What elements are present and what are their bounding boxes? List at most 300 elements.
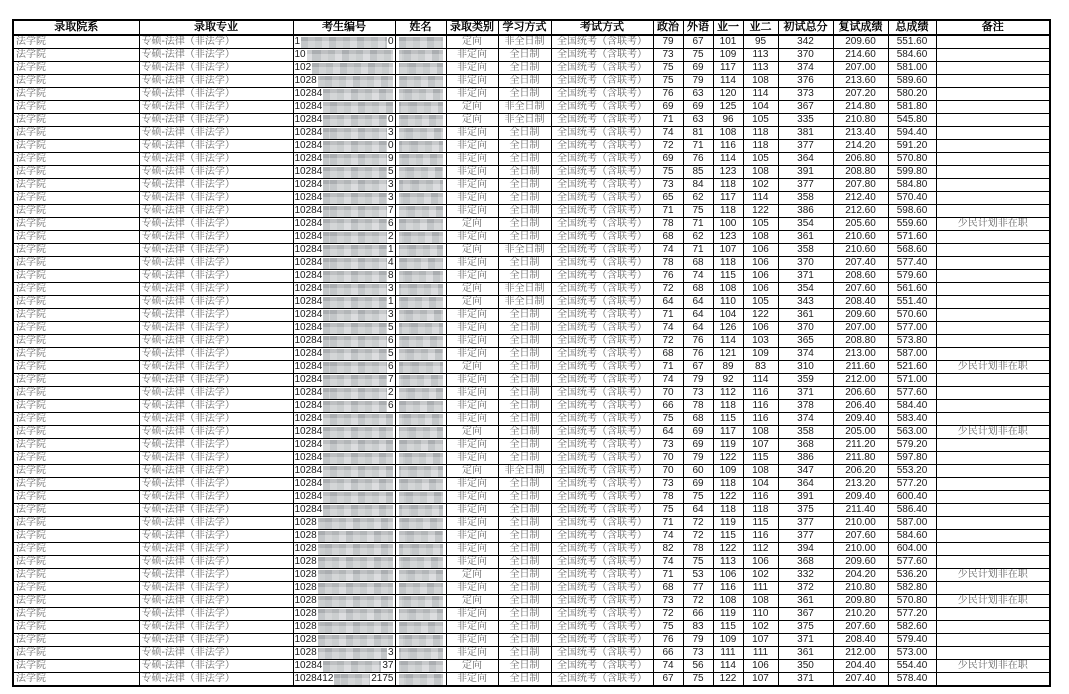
cell-category: 非定向 — [446, 309, 498, 322]
cell-major: 专硕-法律（非法学） — [139, 426, 293, 439]
table-row — [13, 608, 1050, 621]
cell-retest: 207.80 — [833, 179, 888, 192]
cell-major: 专硕-法律（非法学） — [139, 530, 293, 543]
cell-retest: 208.80 — [833, 335, 888, 348]
cell-id — [293, 426, 395, 439]
cell-major: 专硕-法律（非法学） — [139, 270, 293, 283]
cell-initial_total: 370 — [778, 322, 833, 335]
cell-total: 577.20 — [888, 478, 936, 491]
candidate-id-prefix: 10284 — [294, 231, 323, 242]
cell-major1: 109 — [713, 465, 743, 478]
cell-name — [395, 582, 446, 595]
cell-mode: 全日制 — [498, 257, 551, 270]
table-row — [13, 478, 1050, 491]
cell-id — [293, 218, 395, 231]
cell-initial_total: 342 — [778, 35, 833, 49]
cell-dept: 法学院 — [13, 49, 139, 62]
candidate-id-suffix: 2 — [387, 231, 394, 242]
cell-retest: 209.40 — [833, 491, 888, 504]
cell-mode: 全日制 — [498, 530, 551, 543]
cell-exam: 全国统考（含联考） — [551, 114, 653, 127]
cell-name — [395, 660, 446, 673]
cell-foreign: 62 — [683, 231, 713, 244]
cell-major1: 110 — [713, 296, 743, 309]
cell-major1: 119 — [713, 608, 743, 621]
cell-foreign: 67 — [683, 361, 713, 374]
cell-retest: 213.00 — [833, 348, 888, 361]
cell-major: 专硕-法律（非法学） — [139, 257, 293, 270]
cell-exam: 全国统考（含联考） — [551, 413, 653, 426]
cell-initial_total: 364 — [778, 153, 833, 166]
cell-total: 579.60 — [888, 270, 936, 283]
cell-retest: 212.60 — [833, 205, 888, 218]
table-row — [13, 322, 1050, 335]
cell-politics: 73 — [653, 49, 683, 62]
cell-politics: 71 — [653, 114, 683, 127]
candidate-id-prefix: 10284 — [294, 153, 323, 164]
cell-id — [293, 556, 395, 569]
cell-name — [395, 400, 446, 413]
col-header-exam: 考试方式 — [551, 20, 653, 35]
cell-exam: 全国统考（含联考） — [551, 582, 653, 595]
cell-id — [293, 361, 395, 374]
name-redaction — [399, 297, 443, 308]
candidate-id-prefix: 10284 — [294, 361, 323, 372]
cell-major: 专硕-法律（非法学） — [139, 608, 293, 621]
cell-foreign: 69 — [683, 439, 713, 452]
candidate-id-suffix: 3 — [387, 179, 394, 190]
cell-dept: 法学院 — [13, 348, 139, 361]
cell-initial_total: 343 — [778, 296, 833, 309]
name-redaction — [399, 531, 443, 542]
cell-foreign: 63 — [683, 88, 713, 101]
cell-exam: 全国统考（含联考） — [551, 491, 653, 504]
cell-initial_total: 391 — [778, 491, 833, 504]
cell-retest: 213.40 — [833, 127, 888, 140]
cell-exam: 全国统考（含联考） — [551, 543, 653, 556]
cell-name — [395, 569, 446, 582]
cell-politics: 74 — [653, 556, 683, 569]
cell-remark — [936, 634, 1050, 647]
cell-dept: 法学院 — [13, 192, 139, 205]
cell-major1: 106 — [713, 569, 743, 582]
cell-exam: 全国统考（含联考） — [551, 556, 653, 569]
table-row — [13, 374, 1050, 387]
cell-name — [395, 35, 446, 49]
cell-name — [395, 179, 446, 192]
cell-total: 551.60 — [888, 35, 936, 49]
cell-initial_total: 376 — [778, 75, 833, 88]
cell-foreign: 72 — [683, 530, 713, 543]
table-row — [13, 361, 1050, 374]
candidate-id-redaction — [323, 141, 387, 152]
table-row — [13, 491, 1050, 504]
cell-politics: 75 — [653, 75, 683, 88]
cell-major2: 104 — [743, 478, 778, 491]
cell-exam: 全国统考（含联考） — [551, 361, 653, 374]
cell-total: 577.40 — [888, 257, 936, 270]
cell-retest: 213.60 — [833, 75, 888, 88]
cell-category: 非定向 — [446, 543, 498, 556]
col-header-dept: 录取院系 — [13, 20, 139, 35]
candidate-id-prefix: 1 — [294, 36, 301, 47]
candidate-id-prefix: 10284 — [294, 335, 323, 346]
cell-exam: 全国统考（含联考） — [551, 400, 653, 413]
candidate-id-redaction — [318, 596, 393, 607]
candidate-id-prefix: 10284 — [294, 400, 323, 411]
cell-category: 定向 — [446, 361, 498, 374]
cell-major: 专硕-法律（非法学） — [139, 400, 293, 413]
cell-dept: 法学院 — [13, 400, 139, 413]
cell-initial_total: 361 — [778, 647, 833, 660]
cell-politics: 73 — [653, 478, 683, 491]
cell-id — [293, 413, 395, 426]
cell-total: 570.80 — [888, 595, 936, 608]
candidate-id-prefix: 10284 — [294, 179, 323, 190]
cell-total: 584.40 — [888, 400, 936, 413]
cell-initial_total: 372 — [778, 582, 833, 595]
cell-initial_total: 350 — [778, 660, 833, 673]
cell-exam: 全国统考（含联考） — [551, 530, 653, 543]
cell-total: 581.00 — [888, 62, 936, 75]
table-row — [13, 114, 1050, 127]
cell-name — [395, 387, 446, 400]
cell-name — [395, 127, 446, 140]
cell-exam: 全国统考（含联考） — [551, 244, 653, 257]
cell-name — [395, 361, 446, 374]
cell-major2: 102 — [743, 569, 778, 582]
candidate-id-redaction — [318, 544, 393, 555]
cell-total: 559.60 — [888, 218, 936, 231]
name-redaction — [399, 596, 443, 607]
cell-major1: 113 — [713, 556, 743, 569]
name-redaction — [399, 89, 443, 100]
cell-major2: 114 — [743, 374, 778, 387]
cell-major1: 107 — [713, 244, 743, 257]
candidate-id-redaction — [318, 518, 393, 529]
cell-total: 583.40 — [888, 413, 936, 426]
cell-id — [293, 257, 395, 270]
cell-major1: 117 — [713, 426, 743, 439]
candidate-id-redaction — [323, 232, 387, 243]
cell-mode: 全日制 — [498, 361, 551, 374]
cell-major1: 104 — [713, 309, 743, 322]
cell-total: 563.00 — [888, 426, 936, 439]
cell-total: 604.00 — [888, 543, 936, 556]
cell-id — [293, 296, 395, 309]
cell-major: 专硕-法律（非法学） — [139, 348, 293, 361]
name-redaction — [399, 310, 443, 321]
name-redaction — [399, 492, 443, 503]
cell-exam: 全国统考（含联考） — [551, 452, 653, 465]
candidate-id-suffix: 3 — [387, 127, 394, 138]
name-redaction — [399, 63, 443, 74]
cell-initial_total: 358 — [778, 426, 833, 439]
cell-major: 专硕-法律（非法学） — [139, 127, 293, 140]
cell-name — [395, 205, 446, 218]
cell-category: 非定向 — [446, 413, 498, 426]
cell-category: 非定向 — [446, 634, 498, 647]
col-header-remark: 备注 — [936, 20, 1050, 35]
cell-id — [293, 335, 395, 348]
cell-total: 577.60 — [888, 387, 936, 400]
cell-initial_total: 374 — [778, 348, 833, 361]
cell-retest: 211.80 — [833, 452, 888, 465]
cell-remark: 少民计划非在职 — [936, 361, 1050, 374]
candidate-id-redaction — [323, 258, 387, 269]
candidate-id-suffix: 5 — [387, 348, 394, 359]
cell-politics: 74 — [653, 127, 683, 140]
cell-name — [395, 621, 446, 634]
cell-major2: 116 — [743, 387, 778, 400]
candidate-id-prefix: 102 — [294, 62, 312, 73]
cell-mode: 全日制 — [498, 673, 551, 687]
cell-name — [395, 231, 446, 244]
cell-mode: 全日制 — [498, 62, 551, 75]
candidate-id-redaction — [323, 661, 381, 672]
candidate-id-prefix: 10284 — [294, 205, 323, 216]
cell-major2: 107 — [743, 673, 778, 687]
cell-remark — [936, 400, 1050, 413]
cell-foreign: 64 — [683, 296, 713, 309]
table-row — [13, 127, 1050, 140]
cell-retest: 212.00 — [833, 374, 888, 387]
cell-initial_total: 371 — [778, 270, 833, 283]
cell-major2: 109 — [743, 348, 778, 361]
cell-remark — [936, 62, 1050, 75]
table-row — [13, 647, 1050, 660]
cell-retest: 209.40 — [833, 413, 888, 426]
cell-foreign: 71 — [683, 218, 713, 231]
cell-major2: 102 — [743, 621, 778, 634]
name-redaction — [399, 427, 443, 438]
table-row — [13, 88, 1050, 101]
name-redaction — [399, 167, 443, 178]
cell-id — [293, 153, 395, 166]
cell-remark — [936, 478, 1050, 491]
cell-id — [293, 348, 395, 361]
cell-category: 非定向 — [446, 49, 498, 62]
cell-mode: 全日制 — [498, 153, 551, 166]
cell-major: 专硕-法律（非法学） — [139, 491, 293, 504]
cell-name — [395, 296, 446, 309]
cell-foreign: 73 — [683, 387, 713, 400]
cell-total: 600.40 — [888, 491, 936, 504]
name-redaction — [399, 232, 443, 243]
candidate-id-suffix: 6 — [387, 361, 394, 372]
cell-dept: 法学院 — [13, 608, 139, 621]
cell-remark — [936, 35, 1050, 49]
cell-exam: 全国统考（含联考） — [551, 569, 653, 582]
cell-name — [395, 49, 446, 62]
cell-remark — [936, 673, 1050, 687]
cell-dept: 法学院 — [13, 491, 139, 504]
cell-exam: 全国统考（含联考） — [551, 231, 653, 244]
cell-total: 571.60 — [888, 231, 936, 244]
cell-major1: 118 — [713, 504, 743, 517]
cell-politics: 79 — [653, 35, 683, 49]
cell-category: 非定向 — [446, 582, 498, 595]
table-row — [13, 335, 1050, 348]
cell-exam: 全国统考（含联考） — [551, 296, 653, 309]
cell-dept: 法学院 — [13, 231, 139, 244]
cell-remark: 少民计划非在职 — [936, 426, 1050, 439]
table-row — [13, 413, 1050, 426]
cell-major1: 115 — [713, 530, 743, 543]
cell-category: 定向 — [446, 426, 498, 439]
cell-major1: 115 — [713, 621, 743, 634]
cell-major1: 114 — [713, 335, 743, 348]
cell-exam: 全国统考（含联考） — [551, 335, 653, 348]
cell-category: 非定向 — [446, 270, 498, 283]
cell-major: 专硕-法律（非法学） — [139, 88, 293, 101]
candidate-id-prefix: 10284 — [294, 660, 323, 671]
cell-foreign: 79 — [683, 452, 713, 465]
cell-retest: 207.20 — [833, 88, 888, 101]
cell-major2: 106 — [743, 322, 778, 335]
cell-foreign: 64 — [683, 309, 713, 322]
candidate-id-suffix: 6 — [387, 218, 394, 229]
cell-major: 专硕-法律（非法学） — [139, 465, 293, 478]
cell-foreign: 68 — [683, 283, 713, 296]
cell-exam: 全国统考（含联考） — [551, 179, 653, 192]
table-header — [13, 20, 1050, 35]
candidate-id-redaction — [323, 440, 392, 451]
cell-id — [293, 283, 395, 296]
candidate-id-prefix: 10284 — [294, 452, 323, 463]
cell-remark: 少民计划非在职 — [936, 569, 1050, 582]
cell-foreign: 72 — [683, 517, 713, 530]
cell-category: 非定向 — [446, 504, 498, 517]
cell-foreign: 79 — [683, 75, 713, 88]
cell-initial_total: 371 — [778, 673, 833, 687]
cell-retest: 207.40 — [833, 257, 888, 270]
name-redaction — [399, 674, 443, 685]
col-header-politics: 政治 — [653, 20, 683, 35]
cell-initial_total: 386 — [778, 452, 833, 465]
cell-initial_total: 377 — [778, 517, 833, 530]
cell-exam: 全国统考（含联考） — [551, 218, 653, 231]
cell-foreign: 76 — [683, 348, 713, 361]
cell-dept: 法学院 — [13, 387, 139, 400]
cell-remark: 少民计划非在职 — [936, 595, 1050, 608]
cell-politics: 75 — [653, 413, 683, 426]
cell-politics: 75 — [653, 166, 683, 179]
name-redaction — [399, 557, 443, 568]
cell-major1: 118 — [713, 478, 743, 491]
cell-major2: 122 — [743, 205, 778, 218]
cell-major: 专硕-法律（非法学） — [139, 660, 293, 673]
cell-category: 非定向 — [446, 517, 498, 530]
cell-remark: 少民计划非在职 — [936, 660, 1050, 673]
cell-retest: 207.00 — [833, 62, 888, 75]
cell-major: 专硕-法律（非法学） — [139, 413, 293, 426]
cell-mode: 全日制 — [498, 595, 551, 608]
cell-major1: 111 — [713, 647, 743, 660]
cell-total: 584.60 — [888, 49, 936, 62]
cell-exam: 全国统考（含联考） — [551, 322, 653, 335]
name-redaction — [399, 323, 443, 334]
cell-dept: 法学院 — [13, 62, 139, 75]
cell-name — [395, 218, 446, 231]
cell-major2: 114 — [743, 88, 778, 101]
cell-mode: 全日制 — [498, 374, 551, 387]
cell-foreign: 71 — [683, 140, 713, 153]
name-redaction — [399, 648, 443, 659]
cell-initial_total: 361 — [778, 231, 833, 244]
cell-retest: 206.80 — [833, 153, 888, 166]
cell-major2: 118 — [743, 504, 778, 517]
cell-dept: 法学院 — [13, 439, 139, 452]
cell-total: 561.60 — [888, 283, 936, 296]
cell-exam: 全国统考（含联考） — [551, 621, 653, 634]
table-row — [13, 465, 1050, 478]
candidate-id-redaction — [318, 648, 387, 659]
candidate-id-suffix: 3 — [387, 309, 394, 320]
cell-dept: 法学院 — [13, 634, 139, 647]
cell-category: 定向 — [446, 283, 498, 296]
cell-total: 580.20 — [888, 88, 936, 101]
table-row — [13, 153, 1050, 166]
cell-category: 定向 — [446, 244, 498, 257]
cell-exam: 全国统考（含联考） — [551, 75, 653, 88]
cell-major2: 107 — [743, 634, 778, 647]
cell-retest: 209.60 — [833, 556, 888, 569]
cell-major1: 118 — [713, 205, 743, 218]
cell-id — [293, 88, 395, 101]
cell-name — [395, 478, 446, 491]
cell-politics: 72 — [653, 608, 683, 621]
cell-retest: 207.00 — [833, 322, 888, 335]
cell-major2: 110 — [743, 608, 778, 621]
cell-total: 589.60 — [888, 75, 936, 88]
name-redaction — [399, 466, 443, 477]
cell-id — [293, 387, 395, 400]
cell-major: 专硕-法律（非法学） — [139, 205, 293, 218]
cell-retest: 207.60 — [833, 621, 888, 634]
cell-exam: 全国统考（含联考） — [551, 673, 653, 687]
candidate-id-redaction — [318, 635, 393, 646]
cell-major1: 125 — [713, 101, 743, 114]
name-redaction — [399, 271, 443, 282]
cell-major1: 121 — [713, 348, 743, 361]
cell-initial_total: 354 — [778, 283, 833, 296]
cell-total: 573.00 — [888, 647, 936, 660]
cell-total: 591.20 — [888, 140, 936, 153]
cell-remark — [936, 309, 1050, 322]
cell-initial_total: 377 — [778, 179, 833, 192]
cell-category: 非定向 — [446, 140, 498, 153]
candidate-id-suffix: 2175 — [371, 673, 394, 684]
cell-major1: 115 — [713, 270, 743, 283]
cell-foreign: 79 — [683, 634, 713, 647]
cell-dept: 法学院 — [13, 257, 139, 270]
cell-retest: 210.60 — [833, 244, 888, 257]
table-row — [13, 660, 1050, 673]
cell-id — [293, 491, 395, 504]
cell-major2: 106 — [743, 244, 778, 257]
cell-category: 非定向 — [446, 88, 498, 101]
cell-id — [293, 114, 395, 127]
cell-mode: 全日制 — [498, 621, 551, 634]
cell-id — [293, 660, 395, 673]
cell-exam: 全国统考（含联考） — [551, 140, 653, 153]
cell-remark — [936, 101, 1050, 114]
cell-politics: 69 — [653, 153, 683, 166]
cell-dept: 法学院 — [13, 595, 139, 608]
cell-category: 定向 — [446, 35, 498, 49]
cell-remark — [936, 582, 1050, 595]
